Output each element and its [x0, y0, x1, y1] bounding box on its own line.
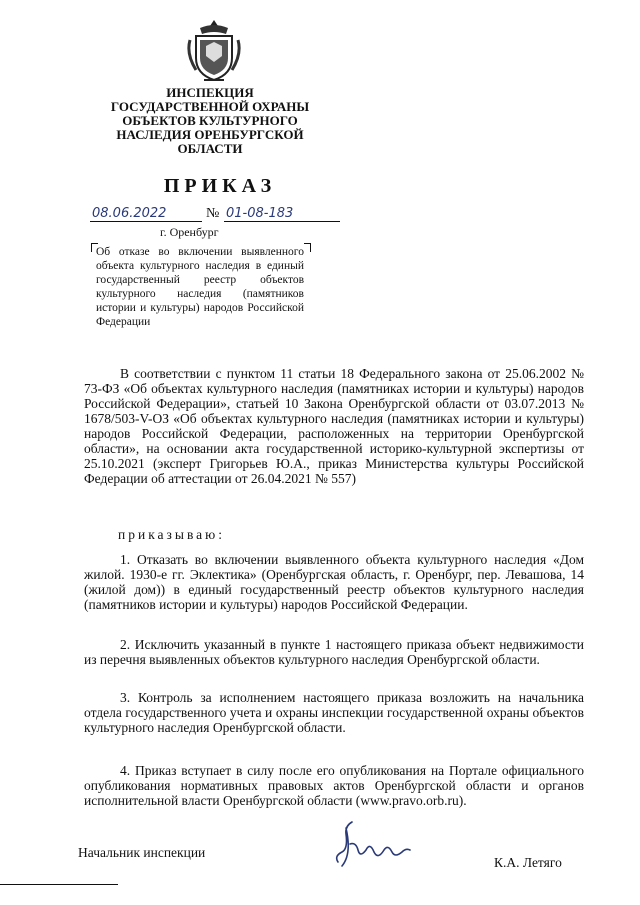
preamble-text: В соответствии с пунктом 11 статьи 18 Федерального закона от 25.06.2002 № 73-ФЗ «Об объектах культурного наследия (памятниках истории и культуры) народов Российской Федерации», статьей 10 Закона Оренбургской области от 03.07.2013 № 1678/503-V-ОЗ «Об объектах культурного наследия (памятниках истории и культуры) народов Российской Федерации, расположенных на территории Оренбургской области», на основании акта государственной историко-культурной экспертизы от 25.10.2021 (эксперт Григорьев Ю.А., приказ Министерства культуры Российской Федерации об аттестации от 26.04.2021 № 557)	[84, 366, 584, 486]
order-item	[84, 552, 584, 612]
org-line: ОБЛАСТИ	[177, 141, 243, 156]
preamble-paragraph	[84, 366, 584, 486]
order-item-text: 4. Приказ вступает в силу после его опубликования на Портале официального опубликования нормативных правовых актов Оренбургской области и органов исполнительной власти Оренбургской области (www.pravo.orb.ru).	[84, 763, 584, 808]
order-item-text: 3. Контроль за исполнением настоящего приказа возложить на начальника отдела государственного учета и охраны инспекции государственной охраны объектов культурного наследия Оренбургской области.	[84, 690, 584, 735]
handwritten-signature-icon	[330, 818, 430, 870]
order-item	[84, 763, 584, 808]
organization-name	[100, 86, 320, 156]
date-underline	[90, 221, 202, 222]
order-date: 08.06.2022	[92, 206, 167, 221]
subject-bracket-right	[304, 243, 311, 252]
number-underline	[224, 221, 340, 222]
order-number: 01-08-183	[226, 206, 294, 221]
order-item	[84, 637, 584, 667]
oreburg-coat-of-arms-icon	[186, 18, 242, 84]
document-type: ПРИКАЗ	[163, 175, 277, 197]
org-line: НАСЛЕДИЯ ОРЕНБУРГСКОЙ	[116, 127, 304, 142]
signer-name: К.А. Летяго	[494, 855, 562, 870]
order-item	[84, 690, 584, 735]
order-subject: Об отказе во включении выявленного объекта культурного наследия в единый государственный реестр объектов культурного наследия (памятников истории и культуры) народов Российской Федерации	[96, 246, 304, 328]
signer-position: Начальник инспекции	[78, 845, 206, 860]
order-item-text: 1. Отказать во включении выявленного объекта культурного наследия «Дом жилой. 1930-е гг. Эклектика» (Оренбургская область, г. Оренбург, пер. Левашова, 14 (жилой дом)) в единый государственный реестр объектов культурного наследия (памятников истории и культуры) народов Российской Федерации.	[84, 552, 584, 612]
order-item-text: 2. Исключить указанный в пункте 1 настоящего приказа объект недвижимости из перечня выявленных объектов культурного наследия Оренбургской области.	[84, 637, 584, 667]
date-number-line	[90, 206, 350, 226]
city: г. Оренбург	[160, 225, 219, 239]
order-word: приказываю:	[118, 527, 225, 542]
number-sign: №	[206, 206, 220, 221]
footer-divider	[0, 884, 118, 885]
org-line: ГОСУДАРСТВЕННОЙ ОХРАНЫ	[110, 99, 310, 114]
org-line: ОБЪЕКТОВ КУЛЬТУРНОГО	[122, 113, 298, 128]
org-line: ИНСПЕКЦИЯ	[166, 85, 254, 100]
